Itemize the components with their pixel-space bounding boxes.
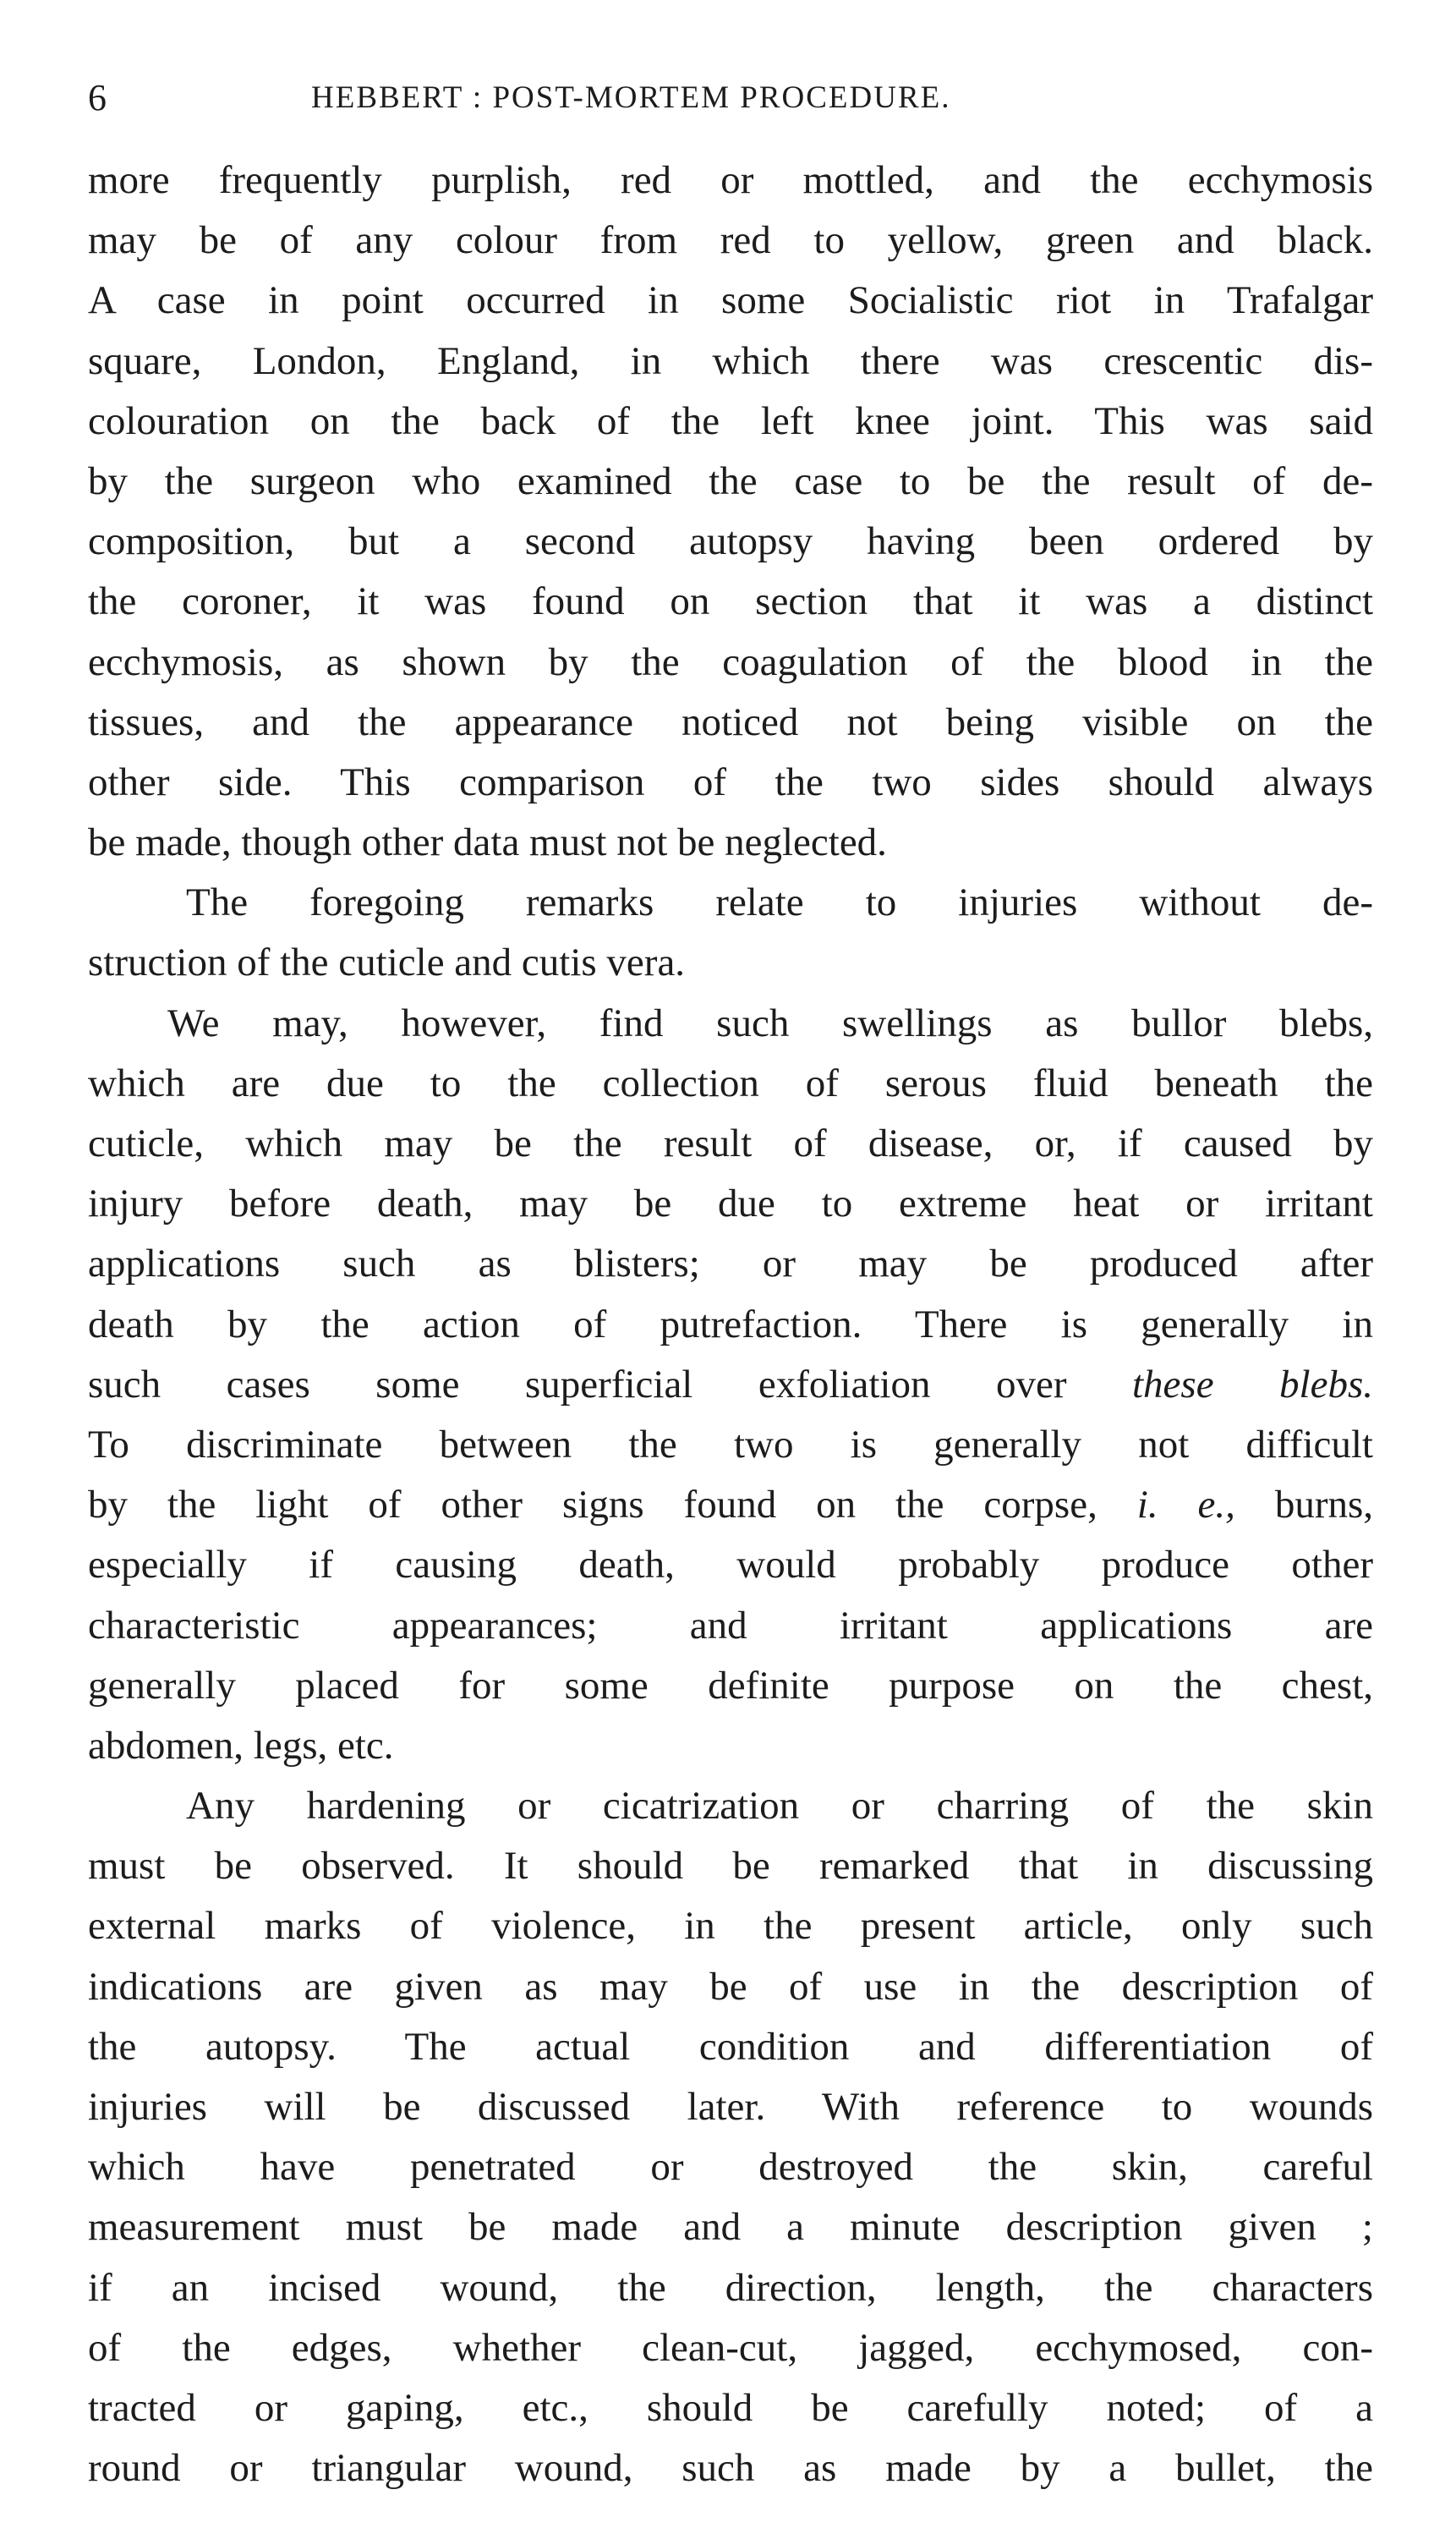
text-line: tracted or gaping, etc., should be carefully noted; of a xyxy=(88,2385,1373,2430)
text-line: by the surgeon who examined the case to be the result of de- xyxy=(88,458,1373,503)
text-line: square, London, England, in which there was crescentic dis- xyxy=(88,338,1373,383)
text-line: colouration on the back of the left knee joint. This was said xyxy=(88,398,1373,443)
body-text xyxy=(88,151,1373,2498)
text-line: generally placed for some definite purpose on the chest, xyxy=(88,1663,1373,1708)
text-line: must be observed. It should be remarked that in discussing xyxy=(88,1844,1373,1889)
text-line: which are due to the collection of serous fluid beneath the xyxy=(88,1061,1373,1105)
text-line: round or triangular wound, such as made by a bullet, the xyxy=(88,2446,1373,2491)
text-line: if an incised wound, the direction, length, the characters xyxy=(88,2265,1373,2310)
text-line: indications are given as may be of use in the description of xyxy=(88,1964,1373,2009)
paragraph-1 xyxy=(88,151,1373,873)
text-line: composition, but a second autopsy having been ordered by xyxy=(88,519,1373,564)
text-line-with-italic xyxy=(88,1475,1373,1535)
text-line: measurement must be made and a minute description given ; xyxy=(88,2205,1373,2250)
text-line: the coroner, it was found on section that it was a distinct xyxy=(88,579,1373,624)
text-line: injuries will be discussed later. With reference to wounds xyxy=(88,2085,1373,2129)
text-line: cuticle, which may be the result of disease, or, if caused by xyxy=(88,1121,1373,1165)
text-line: abdomen, legs, etc. xyxy=(88,1723,394,1768)
text-line: characteristic appearances; and irritant applications are xyxy=(88,1603,1373,1648)
paragraph-4 xyxy=(88,1776,1373,2498)
running-head: HEBBERT : POST-MORTEM PROCEDURE. xyxy=(311,80,951,115)
paragraph-3 xyxy=(88,994,1373,1776)
text-line: be made, though other data must not be neglected. xyxy=(88,820,887,865)
text-line: more frequently purplish, red or mottled, and the ecchymosis xyxy=(88,158,1373,202)
text-segment: by the light of other signs found on the corpse, xyxy=(88,1483,1097,1527)
text-line: We may, however, find such swellings as bullor blebs, xyxy=(167,1001,1373,1045)
italic-phrase: i. e., xyxy=(1136,1483,1235,1527)
text-line: injury before death, may be due to extreme heat or irritant xyxy=(88,1182,1373,1226)
text-line: death by the action of putrefaction. There is generally in xyxy=(88,1302,1373,1346)
text-line: the autopsy. The actual condition and differentiation of xyxy=(88,2024,1373,2069)
page-number: 6 xyxy=(88,77,107,118)
text-segment: burns, xyxy=(1274,1483,1373,1527)
text-line: of the edges, whether clean-cut, jagged, ecchymosed, con- xyxy=(88,2325,1373,2370)
page-header xyxy=(88,73,1373,123)
text-line: may be of any colour from red to yellow, green and black. xyxy=(88,218,1373,263)
text-line: The foregoing remarks relate to injuries without de- xyxy=(186,880,1373,925)
text-line: especially if causing death, would probably produce other xyxy=(88,1543,1373,1588)
italic-phrase: these blebs. xyxy=(1131,1362,1373,1407)
text-line-with-italic xyxy=(88,1355,1373,1415)
text-line: A case in point occurred in some Socialistic riot in Trafalgar xyxy=(88,278,1373,323)
text-line: ecchymosis, as shown by the coagulation of the blood in the xyxy=(88,639,1373,684)
text-line: external marks of violence, in the present article, only such xyxy=(88,1904,1373,1949)
text-line: struction of the cuticle and cutis vera. xyxy=(88,940,686,985)
text-line: other side. This comparison of the two sides should always xyxy=(88,759,1373,804)
text-line: Any hardening or cicatrization or charring of the skin xyxy=(186,1784,1373,1829)
text-segment: such cases some superficial exfoliation over xyxy=(88,1362,1067,1407)
text-line: applications such as blisters; or may be produced after xyxy=(88,1242,1373,1286)
text-line: which have penetrated or destroyed the skin, careful xyxy=(88,2145,1373,2190)
paragraph-2 xyxy=(88,873,1373,993)
text-line: To discriminate between the two is generally not difficult xyxy=(88,1422,1373,1467)
text-line: tissues, and the appearance noticed not being visible on the xyxy=(88,699,1373,744)
